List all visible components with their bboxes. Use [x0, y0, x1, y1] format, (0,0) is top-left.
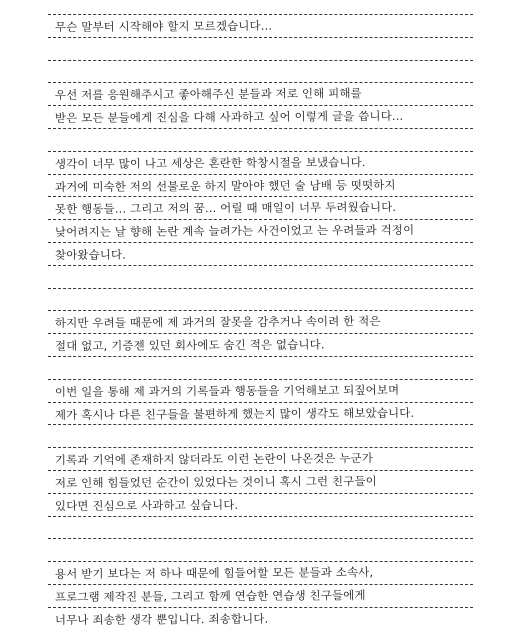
- ruled-line: [48, 356, 473, 357]
- ruled-line: [48, 14, 473, 15]
- ruled-line: [48, 128, 473, 129]
- ruled-line: [48, 516, 473, 517]
- ruled-line: [48, 379, 473, 380]
- letter-text-line: 생각이 너무 많이 나고 세상은 혼란한 학창시절을 보냈습니다.: [54, 155, 366, 171]
- letter-text-line: 하지만 우려들 때문에 제 과거의 잘못을 감추거나 속이려 한 적은: [54, 314, 381, 330]
- letter-text-line: 이번 일을 통해 제 과거의 기록들과 행동들을 기억해보고 되짚어보며: [54, 382, 400, 399]
- letter-text-line: 있다면 진심으로 사과하고 싶습니다.: [54, 497, 239, 513]
- letter-text-line: 너무나 죄송한 생각 뿐입니다. 죄송합니다.: [54, 611, 269, 627]
- ruled-line: [48, 60, 473, 61]
- letter-text-line: 과거에 미숙한 저의 선불로운 하지 말아야 했던 술 남배 등 떳떳하지: [54, 177, 396, 194]
- letter-text-line: 저로 인해 힘들었던 순간이 있었다는 것이니 혹시 그런 친구들이: [54, 474, 377, 490]
- letter-text-line: 프로그램 제작진 분들, 그리고 함께 연습한 연습생 친구들에게: [54, 588, 366, 604]
- letter-text-line: 못한 행동들... 그리고 저의 꿈... 어릴 때 매일이 너무 두려웠습니다.: [54, 199, 397, 216]
- letter-text-line: 낮어려지는 날 향해 논란 계속 늘려가는 사건이었고 는 우려들과 걱정이: [54, 222, 415, 239]
- letter-text-line: 제가 혹시나 다른 친구들을 불편하게 했는지 많이 생각도 해보았습니다.: [54, 405, 415, 422]
- ruled-line: [48, 584, 473, 585]
- ruled-line: [48, 561, 473, 562]
- letter-text-line: 받은 모든 분들에게 진심을 다해 사과하고 싶어 이렇게 글을 씁니다...: [54, 108, 404, 125]
- ruled-line: [48, 447, 473, 448]
- ruled-line: [48, 607, 473, 608]
- ruled-line: [48, 82, 473, 83]
- letter-text-line: 우선 저를 응원해주시고 좋아해주신 분들과 저로 인해 피해를: [54, 86, 362, 102]
- ruled-line: [48, 219, 473, 220]
- ruled-line: [48, 288, 473, 289]
- letter-text-line: 용서 받기 보다는 저 하나 때문에 힘들어할 모든 분들과 소속사,: [54, 565, 374, 581]
- ruled-line: [48, 37, 473, 38]
- letter-text-line: 무슨 말부터 시작해야 할지 모르겠습니다...: [54, 18, 273, 34]
- letter-text-line: 찾아왔습니다.: [54, 247, 127, 262]
- ruled-line: [48, 402, 473, 403]
- ruled-line: [48, 470, 473, 471]
- ruled-line: [48, 265, 473, 266]
- ruled-line: [48, 493, 473, 494]
- letter-text-line: 기록과 기억에 존재하지 않더라도 이런 논란이 나온것은 누군가: [54, 451, 374, 467]
- ruled-line: [48, 151, 473, 152]
- letter-text-line: 절대 없고, 기증젠 있던 회사에도 숨긴 적은 없습니다.: [54, 337, 325, 353]
- ruled-line: [48, 333, 473, 334]
- ruled-line: [48, 310, 473, 311]
- ruled-line: [48, 538, 473, 539]
- ruled-line: [48, 424, 473, 425]
- ruled-line: [48, 174, 473, 175]
- ruled-line: [48, 196, 473, 197]
- ruled-line: [48, 105, 473, 106]
- ruled-line: [48, 242, 473, 243]
